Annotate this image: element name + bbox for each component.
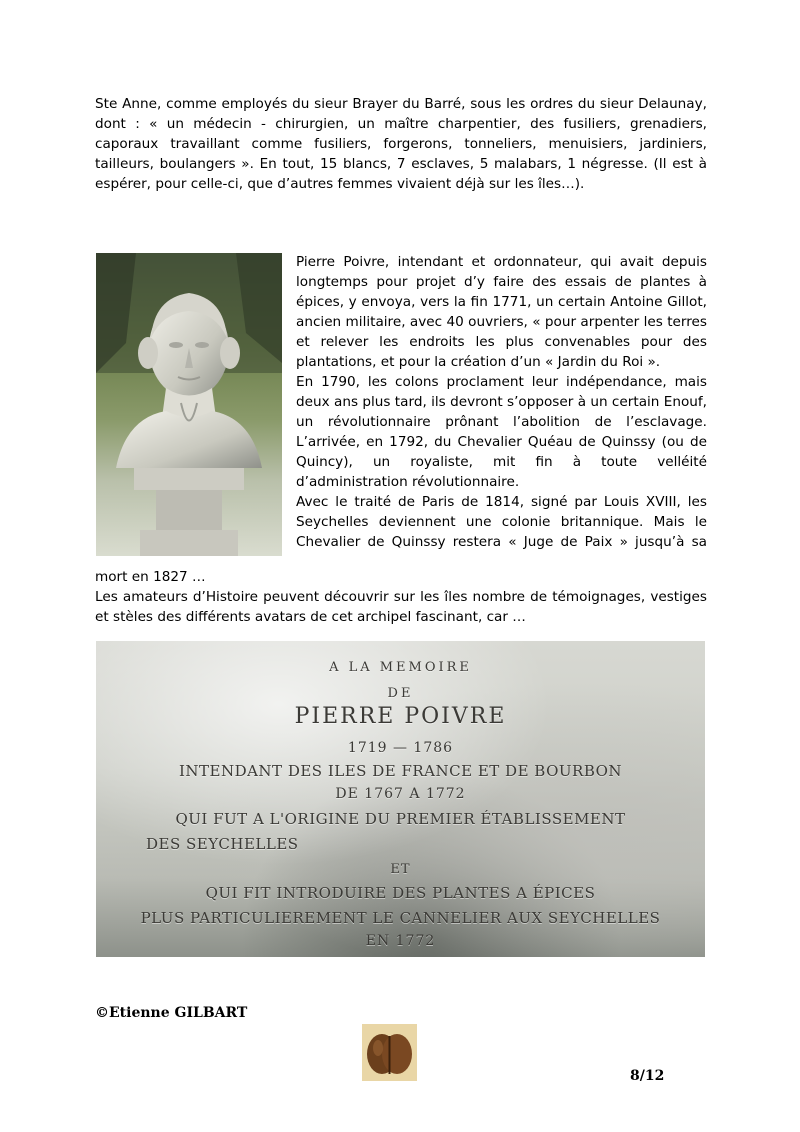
plaque-line: QUI FIT INTRODUIRE DES PLANTES A ÉPICES <box>205 884 596 902</box>
memorial-plaque-photo <box>96 641 705 957</box>
plaque-line: DES SEYCHELLES <box>146 835 299 853</box>
coco-de-mer-logo <box>362 1024 417 1081</box>
paragraph-1827: mort en 1827 … <box>95 569 206 585</box>
copyright-text: ©Etienne GILBART <box>95 1005 248 1021</box>
plaque-line: DE <box>387 686 414 701</box>
pierre-poivre-bust-image <box>96 253 282 556</box>
plaque-line: INTENDANT DES ILES DE FRANCE ET DE BOURBON <box>178 762 623 780</box>
plaque-line: PLUS PARTICULIEREMENT LE CANNELIER AUX SEYCHELLES <box>140 909 661 927</box>
bust-photo <box>96 253 282 556</box>
plaque-line: DE 1767 A 1772 <box>335 786 466 802</box>
plaque-line: A LA MEMOIRE <box>329 660 472 675</box>
paragraph-1814: Avec le traité de Paris de 1814, signé par Louis XVIII, les Seychelles deviennent une colonie britannique. Mais le Chevalier de Quinssy restera « Juge de Paix » jusqu’à sa <box>296 494 707 550</box>
plaque-line: EN 1772 <box>365 933 436 949</box>
paragraph-intro: Ste Anne, comme employés du sieur Brayer du Barré, sous les ordres du sieur Delaunay, dont : « un médecin - chirurgien, un maître charpentier, des fusiliers, grenadiers, caporaux travaillant comme fusiliers, forgerons, tonneliers, menuisiers, jardiniers, tailleurs, boulangers ». En tout, 15 blancs, 7 esclaves, 5 malabars, 1 négresse. (Il est à espérer, pour celle-ci, que d’autres femmes vivaient déjà sur les îles…). <box>95 96 707 192</box>
paragraph-pierre-poivre: Pierre Poivre, intendant et ordonnateur, qui avait depuis longtemps pour projet d’y faire des essais de plantes à épices, y envoya, vers la fin 1771, un certain Antoine Gillot, ancien militaire, avec 40 ouvriers, « pour arpenter les terres et relever les endroits les plus convenables pour des plantations, et pour la création d’un « Jardin du Roi ». <box>296 254 707 370</box>
plaque-line: PIERRE POIVRE <box>294 704 507 729</box>
side-text-block <box>296 252 707 552</box>
paragraph-1790: En 1790, les colons proclament leur indépendance, mais deux ans plus tard, ils devront s’opposer à un certain Enouf, un révolutionnaire prônant l’abolition de l’esclavage. L’arrivée, en 1792, du Chevalier Quéau de Quinssy (ou de Quincy), un royaliste, mit fin à toute velléité d’administration révolutionnaire. <box>296 374 707 490</box>
plaque-line: 1719 — 1786 <box>347 740 454 756</box>
plaque-line: ET <box>390 862 411 877</box>
paragraph-amateurs: Les amateurs d’Histoire peuvent découvrir sur les îles nombre de témoignages, vestiges et stèles des différents avatars de cet archipel fascinant, car … <box>95 589 707 625</box>
page-number: 8/12 <box>630 1068 665 1084</box>
coco-de-mer-icon <box>362 1024 417 1081</box>
plaque-line: QUI FUT A L'ORIGINE DU PREMIER ÉTABLISSEMENT <box>175 810 626 828</box>
